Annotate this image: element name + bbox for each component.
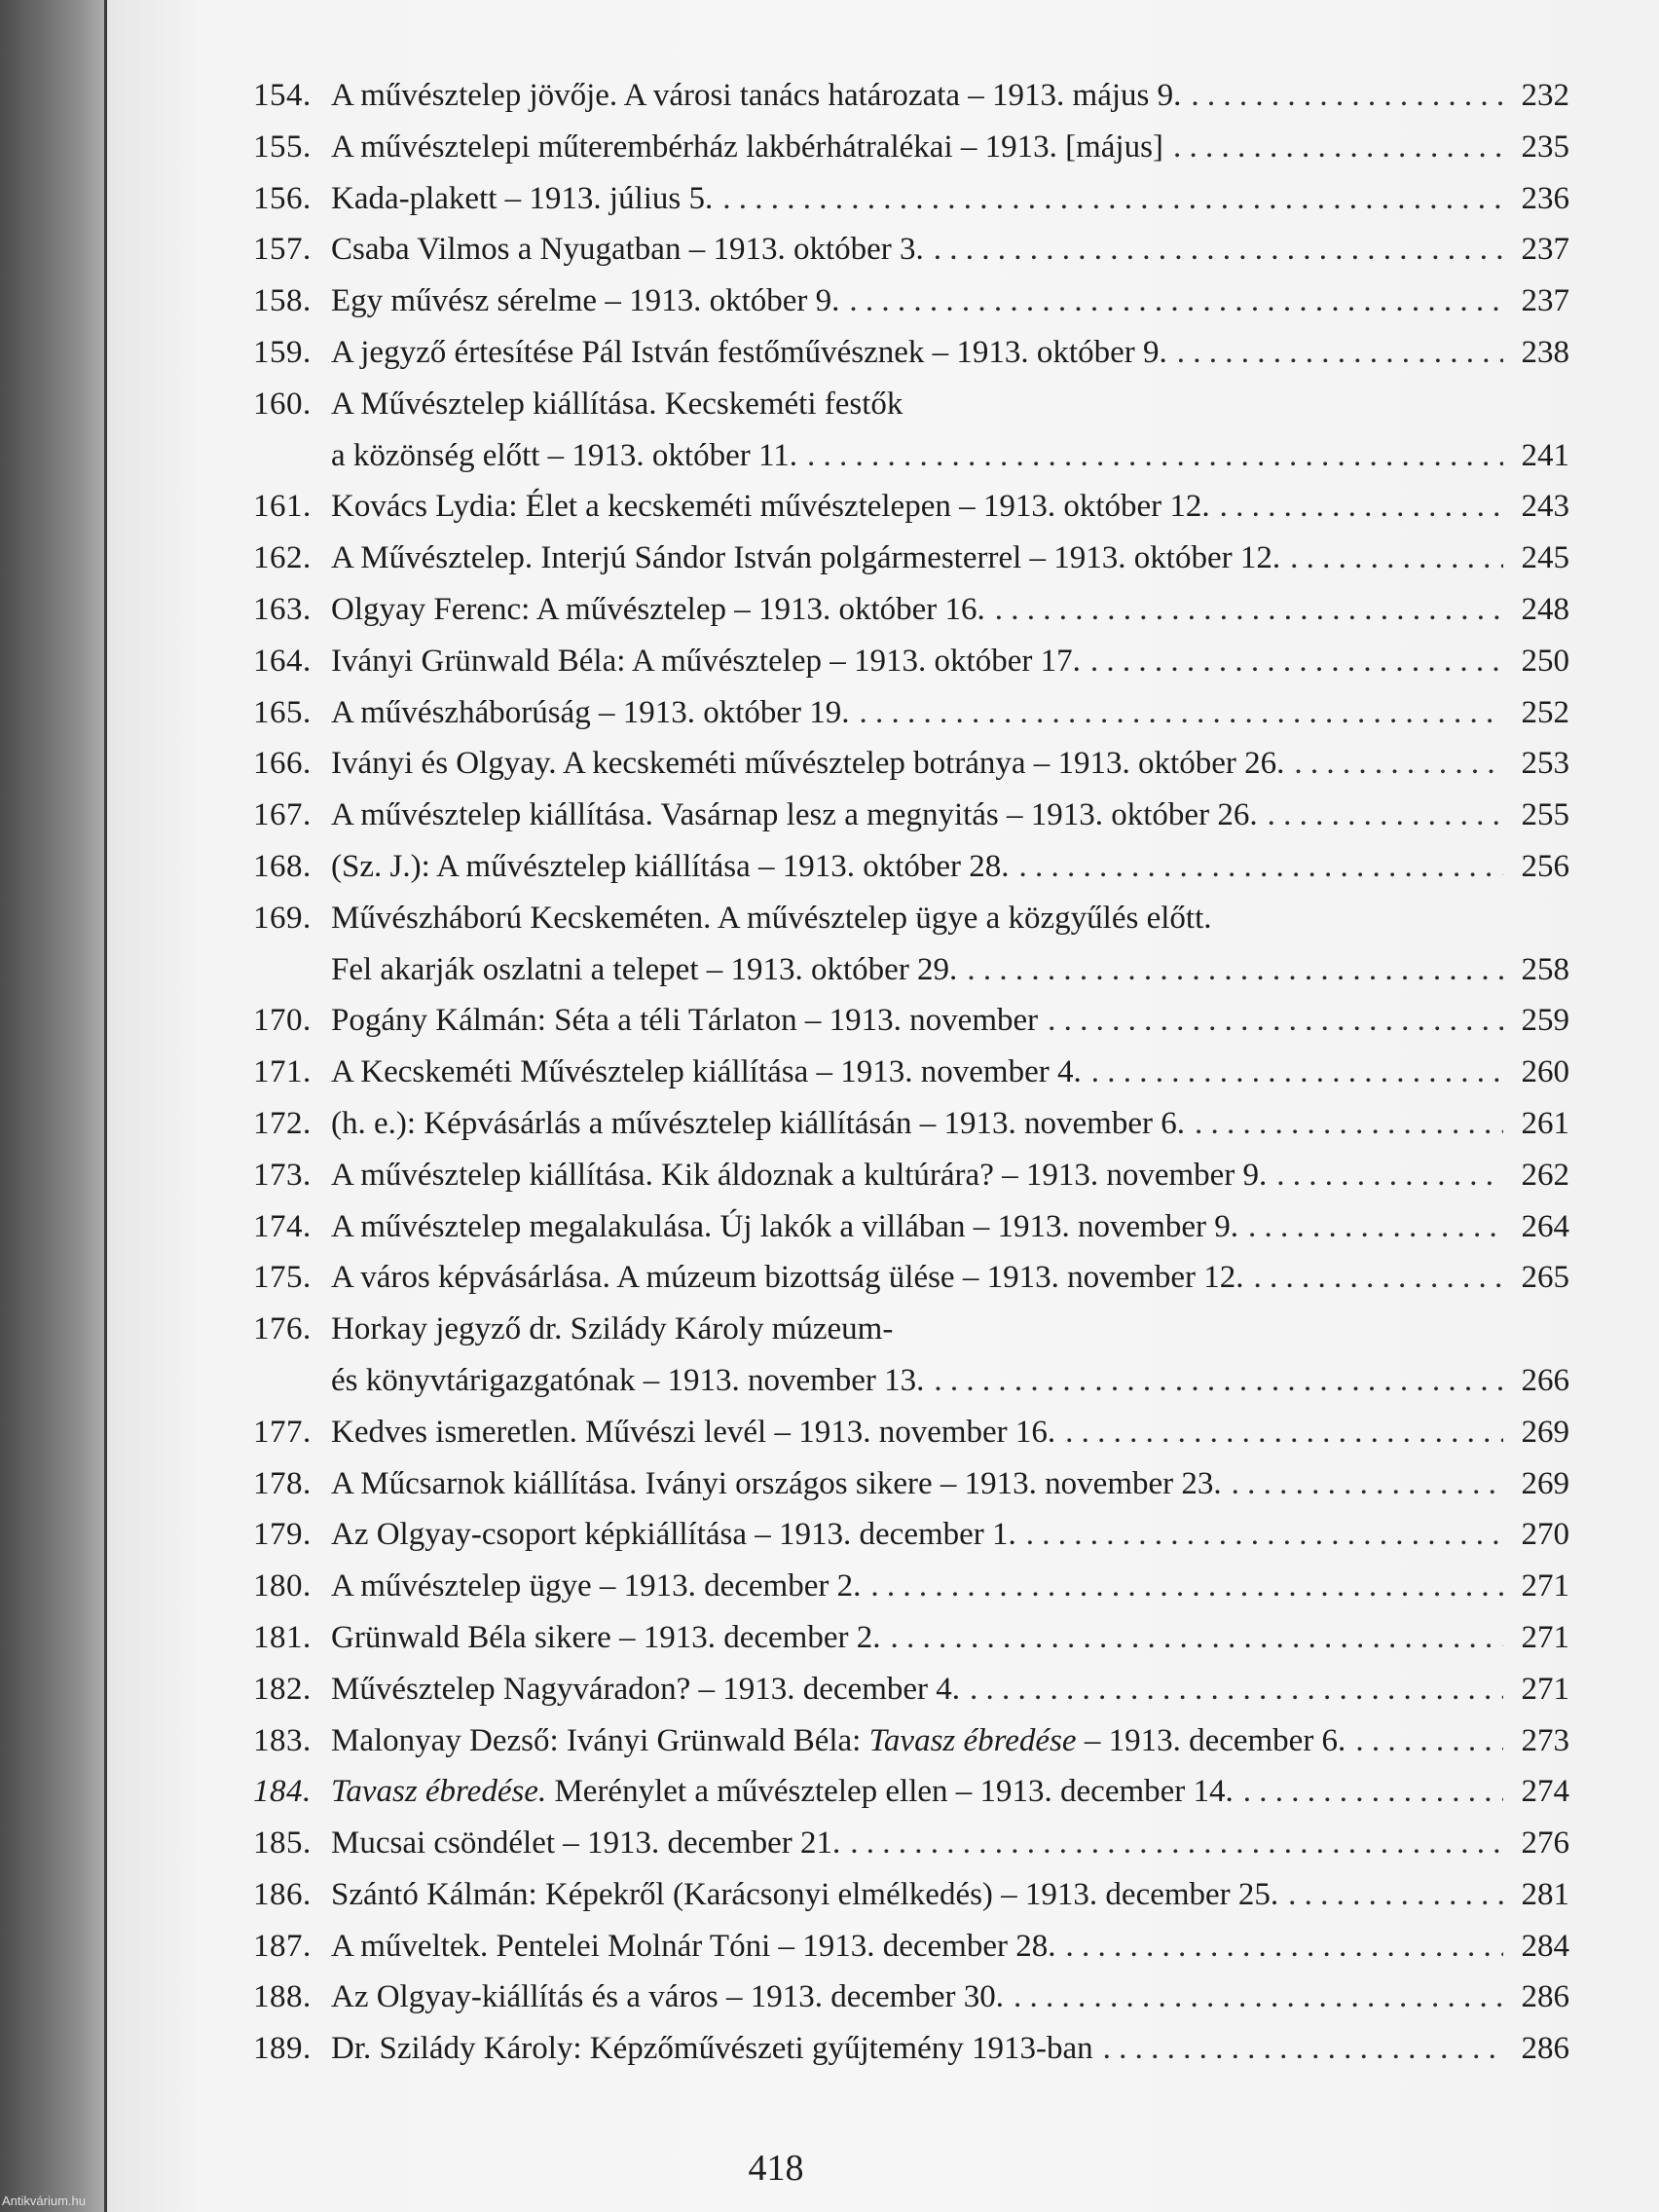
entry-number: 166. [253,746,312,782]
dot-leader [850,1818,1503,1869]
toc-entry [253,1458,1569,1510]
entry-title: Iványi Grünwald Béla: A művésztelep – 1913. október 17. [331,643,1081,679]
entry-number: 181. [253,1619,312,1655]
entry-title: Egy művész sérelme – 1913. október 9. [331,283,840,319]
dot-leader [1065,1407,1503,1458]
entry-number: 163. [253,591,312,627]
toc-entry [253,1869,1569,1921]
entry-page: 255 [1521,797,1569,833]
entry-title: Kovács Lydia: Élet a kecskeméti művésztelepen – 1913. október 12. [331,489,1210,525]
entry-title: Művészháború Kecskeméten. A művésztelep ügye a közgyűlés előtt. [331,900,1212,936]
dot-leader [1173,122,1503,173]
toc-entry [253,1201,1569,1253]
toc-entry [253,1766,1569,1818]
toc-entry [253,70,1569,122]
dot-leader [1248,1201,1503,1253]
dot-leader [1220,481,1503,533]
entry-title-part: Malonyay Dezső: Iványi Grünwald Béla: [331,1722,869,1758]
entry-number: 169. [253,900,312,936]
entry-title: A Művésztelep. Interjú Sándor István polgármesterrel – 1913. október 12. [331,540,1281,576]
entry-number: 175. [253,1260,312,1296]
toc-entry [253,327,1569,379]
entry-title: A műveltek. Pentelei Molnár Tóni – 1913. december 28. [331,1928,1056,1964]
entry-page: 232 [1521,78,1569,113]
entry-page: 269 [1521,1414,1569,1450]
toc-entry [253,1047,1569,1098]
entry-title: A jegyző értesítése Pál István festőművésznek – 1913. október 9. [331,334,1167,370]
toc-entry [253,2023,1569,2075]
entry-page: 248 [1521,591,1569,627]
toc-entry [253,1715,1569,1767]
entry-number: 155. [253,129,312,165]
entry-title: A Kecskeméti Művésztelep kiállítása – 1913. november 4. [331,1054,1082,1090]
entry-title: Az Olgyay-kiállítás és a város – 1913. december 30. [331,1979,1004,2015]
toc-entry [253,1972,1569,2023]
toc-entry [253,1921,1569,1972]
entry-title-continuation: Fel akarják oszlatni a telepet – 1913. október 29. [331,951,958,987]
page-number [0,2147,1659,2190]
entry-title-continuation: a közönség előtt – 1913. október 11. [331,437,798,473]
entry-number: 157. [253,232,312,268]
dot-leader [1268,790,1503,841]
dot-leader [1090,636,1503,687]
entry-title: A Műcsarnok kiállítása. Iványi országos sikere – 1913. november 23. [331,1465,1222,1501]
entry-number: 178. [253,1465,312,1501]
entry-number: 164. [253,643,312,679]
entry-number: 186. [253,1876,312,1912]
toc-entry [253,1252,1569,1304]
entry-title: Olgyay Ferenc: A művésztelep – 1913. október 16. [331,591,985,627]
dot-leader [1288,1869,1503,1921]
toc-entry [253,738,1569,790]
entry-page: 259 [1521,1003,1569,1039]
dot-leader [1195,1098,1503,1150]
entry-number: 174. [253,1208,312,1244]
entry-page: 250 [1521,643,1569,679]
entry-page: 266 [1521,1362,1569,1398]
entry-title: Dr. Szilády Károly: Képzőművészeti gyűjtemény 1913-ban [331,2031,1093,2067]
dot-leader [722,173,1503,225]
entry-number: 173. [253,1157,312,1193]
dot-leader [1294,738,1503,790]
dot-leader [849,276,1503,327]
entry-title: Kedves ismeretlen. Művészi levél – 1913. november 16. [331,1414,1056,1450]
toc-entry [253,481,1569,533]
entry-title: (h. e.): Képvásárlás a művésztelep kiállításán – 1913. november 6. [331,1105,1185,1141]
toc-entry [253,1818,1569,1869]
dot-leader [1026,1509,1503,1561]
entry-title: Csaba Vilmos a Nyugatban – 1913. október 3. [331,232,924,268]
entry-number: 167. [253,797,312,833]
entry-page: 260 [1521,1054,1569,1090]
toc-entry-continuation [253,1355,1569,1407]
entry-title: Mucsai csöndélet – 1913. december 21. [331,1825,841,1862]
dot-leader [970,1664,1503,1715]
entry-page: 270 [1521,1517,1569,1553]
entry-number: 154. [253,78,312,113]
toc-entry [253,1612,1569,1664]
dot-leader [995,584,1503,636]
entry-page: 286 [1521,1979,1569,2015]
toc-entry [253,224,1569,276]
entry-number: 182. [253,1671,312,1707]
dot-leader [1177,327,1503,379]
toc-entry [253,584,1569,636]
entry-page: 265 [1521,1260,1569,1296]
toc-entry [253,276,1569,327]
entry-page: 243 [1521,489,1569,525]
entry-page: 258 [1521,951,1569,987]
entry-title: Pogány Kálmán: Séta a téli Tárlaton – 1913. november [331,1003,1039,1039]
entry-number: 172. [253,1105,312,1141]
entry-title: Szántó Kálmán: Képekről (Karácsonyi elmélkedés) – 1913. december 25. [331,1876,1279,1912]
entry-page: 261 [1521,1105,1569,1141]
entry-title: (Sz. J.): A művésztelep kiállítása – 1913. október 28. [331,848,1010,884]
entry-number: 179. [253,1517,312,1553]
dot-leader [860,687,1504,739]
toc-entry [253,533,1569,584]
entry-page: 281 [1521,1876,1569,1912]
entry-title-part: Merénylet a művésztelep ellen – 1913. december 14. [546,1774,1234,1810]
entry-number: 188. [253,1979,312,2015]
entry-page: 237 [1521,232,1569,268]
entry-number: 171. [253,1054,312,1090]
dot-leader [890,1612,1503,1664]
entry-title: A művésztelep kiállítása. Vasárnap lesz a megnyitás – 1913. október 26. [331,797,1258,833]
entry-title-part: – 1913. december 6. [1076,1722,1346,1758]
toc-entry [253,1150,1569,1201]
toc-entry-continuation [253,430,1569,482]
entry-number: 176. [253,1311,312,1347]
toc-entry [253,379,1569,430]
dot-leader [807,430,1503,482]
entry-page: 253 [1521,746,1569,782]
dot-leader [934,224,1503,276]
entry-title: A művészháborúság – 1913. október 19. [331,694,850,730]
entry-title: Művésztelep Nagyváradon? – 1913. december 4. [331,1671,961,1707]
entry-title: A művésztelep ügye – 1913. december 2. [331,1568,862,1604]
entry-title: Az Olgyay-csoport képkiállítása – 1913. december 1. [331,1517,1016,1553]
entry-number: 180. [253,1568,312,1604]
entry-title: Iványi és Olgyay. A kecskeméti művésztelep botránya – 1913. október 26. [331,746,1285,782]
entry-number: 161. [253,489,312,525]
entry-title-italic: Tavasz ébredése. [331,1774,547,1810]
entry-page: 271 [1521,1671,1569,1707]
toc-entry [253,790,1569,841]
page-number-text: 418 [748,2148,804,2189]
entry-title: A művésztelep kiállítása. Kik áldoznak a kultúrára? – 1913. november 9. [331,1157,1268,1193]
entry-page: 274 [1521,1774,1569,1810]
dot-leader [1014,1972,1503,2023]
table-of-contents [253,70,1569,2075]
entry-page: 264 [1521,1208,1569,1244]
toc-entry [253,687,1569,739]
entry-number: 165. [253,694,312,730]
entry-number: 159. [253,334,312,370]
book-spine-shadow [0,0,107,2212]
entry-title-continuation: és könyvtárigazgatónak – 1913. november 13. [331,1362,925,1398]
toc-entry [253,1664,1569,1715]
entry-page: 238 [1521,334,1569,370]
entry-number: 185. [253,1825,312,1862]
toc-entry [253,841,1569,893]
entry-title: A művésztelep megalakulása. Új lakók a villában – 1913. november 9. [331,1208,1238,1244]
entry-page: 262 [1521,1157,1569,1193]
dot-leader [1276,1150,1503,1201]
toc-entry-continuation [253,944,1569,996]
dot-leader [1065,1921,1503,1972]
toc-entry [253,122,1569,173]
entry-page: 273 [1521,1722,1569,1758]
entry-number: 156. [253,180,312,216]
entry-number: 170. [253,1003,312,1039]
dot-leader [1103,2023,1503,2075]
entry-page: 236 [1521,180,1569,216]
dot-leader [1048,995,1503,1047]
entry-title: Horkay jegyző dr. Szilády Károly múzeum- [331,1311,894,1347]
entry-page: 245 [1521,540,1569,576]
dot-leader [1355,1715,1503,1767]
entry-page: 269 [1521,1465,1569,1501]
entry-page: 241 [1521,437,1569,473]
toc-entry [253,173,1569,225]
toc-entry [253,1509,1569,1561]
entry-page: 237 [1521,283,1569,319]
toc-entry [253,1098,1569,1150]
entry-title: A művésztelep jövője. A városi tanács határozata – 1913. május 9. [331,78,1182,113]
entry-page: 271 [1521,1568,1569,1604]
entry-title: Kada-plakett – 1913. július 5. [331,180,714,216]
entry-number: 183. [253,1722,312,1758]
entry-number: 158. [253,283,312,319]
entry-page: 235 [1521,129,1569,165]
entry-page: 286 [1521,2031,1569,2067]
dot-leader [967,944,1503,996]
toc-entry [253,893,1569,944]
dot-leader [1232,1458,1503,1510]
dot-leader [1243,1766,1503,1818]
entry-number: 187. [253,1928,312,1964]
dot-leader [870,1561,1503,1612]
entry-title: A művésztelepi műterembérház lakbérhátralékai – 1913. [május] [331,129,1163,165]
entry-title: A város képvásárlása. A múzeum bizottság ülése – 1913. november 12. [331,1260,1244,1296]
toc-entry [253,1407,1569,1458]
entry-number: 162. [253,540,312,576]
dot-leader [1091,1047,1503,1098]
entry-page: 256 [1521,848,1569,884]
entry-number: 177. [253,1414,312,1450]
dot-leader [1254,1252,1503,1304]
entry-page: 284 [1521,1928,1569,1964]
toc-entry [253,1561,1569,1612]
book-page [107,0,1659,2212]
toc-entry [253,995,1569,1047]
entry-number: 189. [253,2031,312,2067]
entry-page: 276 [1521,1825,1569,1862]
dot-leader [1191,70,1503,122]
entry-number: 168. [253,848,312,884]
entry-title: Grünwald Béla sikere – 1913. december 2. [331,1619,881,1655]
entry-number: 160. [253,386,312,422]
watermark: Antikvárium.hu [2,2194,86,2208]
entry-page: 271 [1521,1619,1569,1655]
entry-number: 184. [253,1774,312,1810]
entry-title-italic: Tavasz ébredése [868,1722,1077,1758]
entry-title [331,1766,1234,1818]
toc-entry [253,1304,1569,1355]
entry-title: A Művésztelep kiállítása. Kecskeméti festők [331,386,903,422]
dot-leader [934,1355,1503,1407]
dot-leader [1019,841,1503,893]
entry-title [331,1715,1346,1767]
dot-leader [1290,533,1503,584]
toc-entry [253,636,1569,687]
entry-page: 252 [1521,694,1569,730]
